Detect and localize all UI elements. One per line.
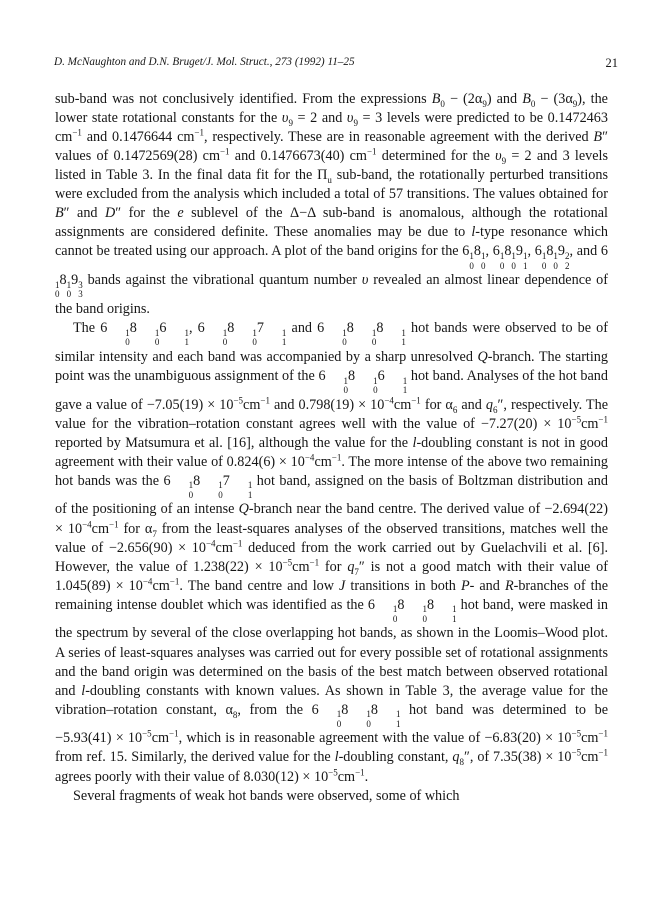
page-number: 21 bbox=[605, 56, 618, 70]
running-header: D. McNaughton and D.N. Bruget/J. Mol. Struct., 273 (1992) 11–25 bbox=[54, 56, 355, 68]
article-body bbox=[55, 90, 608, 806]
paragraph-2: The 6 1 0 8 1 0 6 1 1 , 6 1 0 8 1 0 7 1 1 and 6 1 0 8 1 0 8 1 1 hot bands were observed to be of similar intensity and each band was accompanied by a sharp unresolved Q-branch. The starting point was the unambiguous assignment of the 6 1 0 8 1 0 6 1 1 hot band. Analyses of the hot band gave a value of $-7.05(19) \times 10^{-5}cm^{-1}$ and $0.798(19) \times 10^{-4}cm^{-1}$ for $\alpha_6$ and $q_6''$, respectively. The value for the vibration–rotation constant agrees well with the value of $-7.27(20) \times 10^{-5}cm^{-1}$ reported by Matsumura et al. [16], although the value for the l-doubling constant is not in good agreement with their value of $0.824(6) \times 10^{-4}cm^{-1}$. The more intense of the above two remaining hot bands was the 6 1 0 8 1 0 7 1 1 hot band, assigned on the basis of Boltzman distribution and of the positioning of an intense Q-branch near the band centre. The derived value of $-2.694(22) \times 10^{-4}cm^{-1}$ for $\alpha_7$ from the least-squares analyses of the observed transitions, matches well the value of $-2.656(90) \times 10^{-4}cm^{-1}$ deduced from the work carried out by Guelachvili et al. [6]. However, the value of $1.238(22) \times 10^{-5}cm^{-1}$ for $q_7''$ is not a good match with their value of $1.045(89) \times 10^{-4}cm^{-1}$. The band centre and low J transitions in both P- and R-branches of the remaining intense doublet which was identified as the 6 1 0 8 1 0 8 1 1 hot band, were masked in the spectrum by several of the close overlapping hot bands, as shown in the Loomis–Wood plot. A series of least-squares analyses was carried out for every possible set of rotational assignments and the band origin was determined on the basis of the best match between observed rotational and l-doubling constants with known values. As shown in Table 3, the average value for the vibration–rotation constant, $\alpha_8$, from the 6 1 0 8 1 0 8 1 1 hot band was determined to be $-5.93(41) \times 10^{-5}cm^{-1}$, which is in reasonable agreement with the value of $-6.83(20) \times 10^{-5}cm^{-1}$ from ref. 15. Similarly, the derived value for the l-doubling constant, $q_8''$, of $7.35(38) \times 10^{-5}cm^{-1}$ agrees poorly with their value of $8.030(12) \times 10^{-5}cm^{-1}$. bbox=[55, 319, 609, 785]
paragraph-1: sub-band was not conclusively identified. From the expressions $B_0 - (2\alpha_9)$ and $B_0 - (3\alpha_9)$, the lower state rotational constants for the $\upsilon_9 = 2$ and $\upsilon_9 = 3$ levels were predicted to be 0.1472463 $cm^{-1}$ and 0.1476644 $cm^{-1}$, respectively. These are in reasonable agreement with the derived B″ values of 0.1472569(28) $cm^{-1}$ and 0.1476673(40) $cm^{-1}$ determined for the $\upsilon_9 = 2$ and 3 levels listed in Table 3. In the final data fit for the $\Pi_u$ sub-band, the rotationally perturbed transitions were excluded from the analysis which included a total of 57 transitions. The values obtained for B″ and D″ for the e sublevel of the Δ−Δ sub-band is anomalous, although the rotational assignments are considered definite. These anomalies may be due to l-type resonance which cannot be treated using our approach. A plot of the band origins for the 6 1 0 8 1 0 , 6 1 0 8 1 0 9 1 1 , 6 1 0 8 1 0 9 2 2 , and 6 1 0 8 1 0 9 3 3 bands against the vibrational quantum number υ revealed an almost linear dependence of the band origins. bbox=[55, 91, 609, 317]
paragraph-3: Several fragments of weak hot bands were observed, some of which bbox=[73, 787, 460, 804]
